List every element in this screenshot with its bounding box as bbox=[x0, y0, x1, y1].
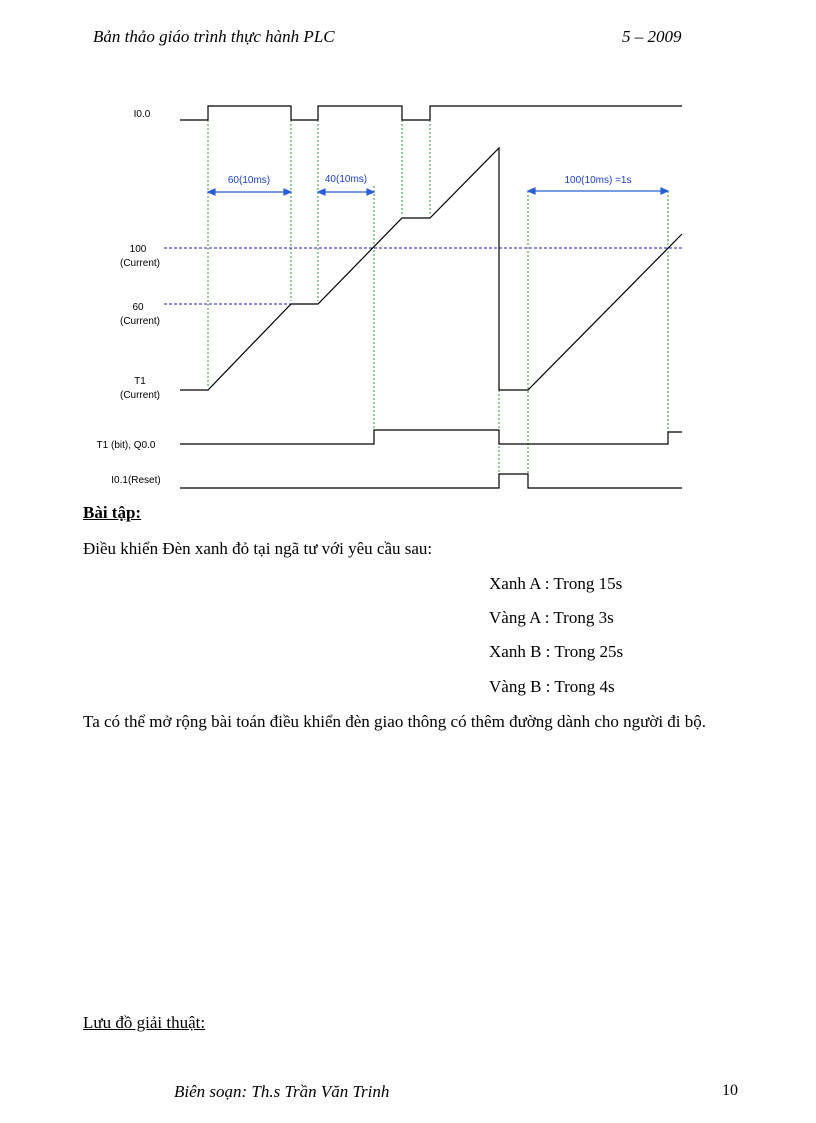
arrow-head bbox=[661, 188, 668, 194]
label-t1: T1 bbox=[134, 376, 146, 387]
page-number: 10 bbox=[722, 1082, 738, 1099]
i00-signal bbox=[180, 106, 682, 120]
arrow-head bbox=[284, 189, 291, 195]
label-current60: 60 bbox=[132, 302, 144, 313]
t1-bit-signal bbox=[180, 430, 682, 444]
exercise-heading: Bài tập: bbox=[83, 503, 142, 522]
label-t1bit: T1 (bit), Q0.0 bbox=[96, 440, 156, 451]
arrow-head bbox=[318, 189, 325, 195]
exercise-extension: Ta có thể mở rộng bài toán điều khiển đèn giao thông có thêm đường dành cho người đi bộ. bbox=[83, 712, 707, 731]
requirement-item: Xanh B : Trong 25s bbox=[489, 642, 624, 661]
arrow-head bbox=[208, 189, 215, 195]
interval-label-3: 100(10ms) =1s bbox=[564, 175, 632, 186]
requirement-item: Xanh A : Trong 15s bbox=[489, 574, 623, 593]
label-t1-sub: (Current) bbox=[119, 390, 161, 401]
label-current100-sub: (Current) bbox=[119, 258, 161, 269]
timer-timing-diagram bbox=[88, 96, 688, 496]
header-date: 5 – 2009 bbox=[622, 27, 682, 46]
label-i00: I0.0 bbox=[133, 109, 151, 120]
i01-signal bbox=[180, 474, 682, 488]
exercise-intro: Điều khiển Đèn xanh đỏ tại ngã tư với yêu cầu sau: bbox=[83, 539, 433, 558]
arrow-head bbox=[367, 189, 374, 195]
flowchart-label: Lưu đồ giải thuật: bbox=[83, 1013, 206, 1032]
interval-label-2: 40(10ms) bbox=[324, 174, 368, 185]
arrow-head bbox=[528, 188, 535, 194]
footer-author: Biên soạn: Th.s Trần Văn Trinh bbox=[174, 1082, 390, 1101]
header-title: Bản thảo giáo trình thực hành PLC bbox=[93, 27, 335, 46]
label-current100: 100 bbox=[129, 244, 147, 255]
requirement-item: Vàng B : Trong 4s bbox=[489, 677, 615, 696]
interval-label-1: 60(10ms) bbox=[227, 175, 271, 186]
label-i01: I0.1(Reset) bbox=[111, 475, 161, 486]
label-current60-sub: (Current) bbox=[119, 316, 161, 327]
requirement-item: Vàng A : Trong 3s bbox=[489, 608, 614, 627]
